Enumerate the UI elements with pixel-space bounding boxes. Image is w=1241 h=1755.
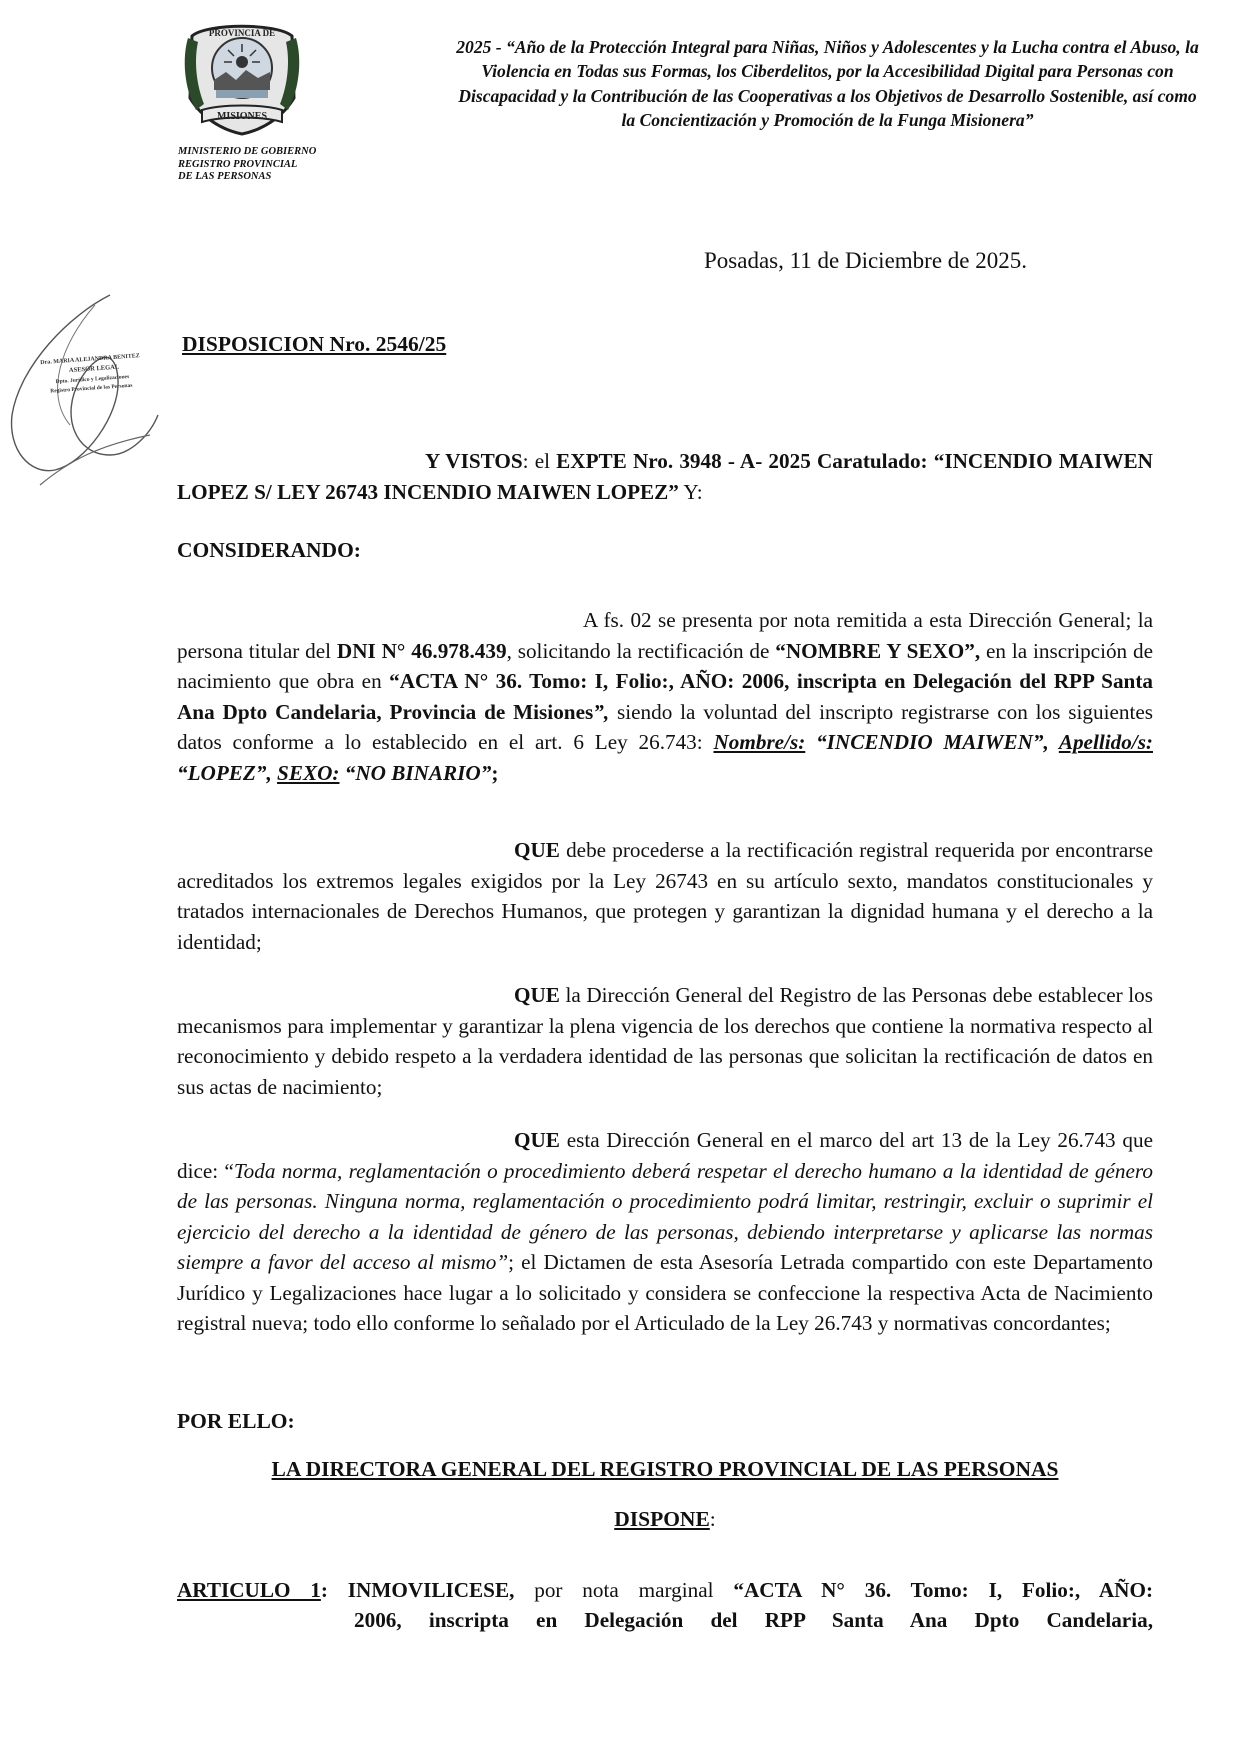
p3-text: la Dirección General del Registro de las Personas debe establecer los mecanismos para implementar y garantizar la plena vigencia de los derechos que contiene la normativa respecto al reconocimiento y debido respeto a la verdadera identidad de las personas que solicitan la rectificación de datos en sus actas de nacimiento; [177,983,1153,1099]
considerando-heading: CONSIDERANDO: [177,538,361,562]
articulo-1-colon: : [320,1578,348,1602]
paragraph-4 [177,1125,1153,1339]
p1-text-1: A fs. 02 se presenta por nota remitida a esta Dirección General; la persona titular del [177,608,1153,663]
signature-stamp [0,285,170,500]
p1-acta-end: ”, [593,699,610,724]
ministry-line-2: REGISTRO PROVINCIAL [178,158,298,170]
articulo-1-text: por nota marginal [514,1578,734,1602]
p2-text: debe procederse a la rectificación registral requerida por encontrarse acreditados los extremos legales exigidos por la Ley 26743 en su artículo sexto, mandatos constitucionales y tratados internacionales de Derechos Humanos, que protegen y garantizan la dignidad humana y el derecho a la identidad; [177,838,1153,954]
articulo-1-bold: INMOVILICESE, [347,1578,515,1602]
p4-text-2: ; el Dictamen de esta Asesoría Letrada compartido con este Departamento Jurídico y Legalizaciones hace lugar a lo solicitado y considera se confeccione la respectiva Acta de Nacimiento registral nueva; todo ello conforme lo señalado por el Articulado de la Ley 26.743 y normativas concordantes; [177,1250,1154,1335]
p1-apellido: “LOPEZ”, [177,760,278,785]
p4-quote: Toda norma, reglamentación o procedimiento deberá respetar el derecho humano a la identidad de género de las personas. Ninguna norma, reglamentación o procedimiento podrá limitar, restringir, excluir o suprimir el ejercicio del derecho a la identidad de género de las personas, debiendo interpretarse y aplicarse las normas siempre a favor del acceso al mismo” [177,1158,1153,1274]
year-motto: 2025 - “Año de la Protección Integral para Niñas, Niños y Adolescentes y la Lucha contra el Abuso, la Violencia en Todas sus Formas, los Ciberdelitos, por la Accesibilidad Digital para Personas con Discapacidad y la Contribución de las Cooperativas a los Objetivos de Desarrollo Sostenible, así como la Concientización y Promoción de la Funga Misionera” [456,37,1199,130]
p3-que: QUE [514,983,560,1007]
p1-nombre: “INCENDIO MAIWEN”, [805,730,1059,754]
ministry-line-3: DE LAS PERSONAS [178,171,272,182]
p1-nombre-label: Nombre/s: [713,730,806,754]
stamp-line-3: Dpto. Jurídico y Legalizaciones [55,373,130,386]
p1-bold-1: “NOMBRE Y SEXO”, [775,638,981,663]
dispone-word: DISPONE [614,1507,710,1531]
p4-text-1: esta Dirección General en el marco del art 13 de la Ley 26.743 que dice: “ [177,1128,1153,1183]
paragraph-2 [177,835,1153,957]
vistos-text-1: : el [522,449,557,473]
articulo-1-acta-line-1: “ACTA N° 36. Tomo: I, Folio:, AÑO: [733,1578,1154,1602]
p1-dni: DNI N° 46.978.439 [336,638,507,663]
vistos-expte: EXPTE Nro. 3948 - A- 2025 Caratulado: “INCENDIO MAIWEN LOPEZ S/ LEY 26743 INCENDIO MAIWEN LOPEZ” [177,449,1153,504]
document-date: Posadas, 11 de Diciembre de 2025. [704,248,1027,273]
articulo-1-label: ARTICULO 1 [177,1578,321,1602]
p2-que: QUE [514,838,560,862]
provincia-misiones-logo [182,18,302,136]
por-ello-heading: POR ELLO: [177,1409,295,1433]
articulo-1 [177,1575,1153,1606]
vistos-label: Y VISTOS [425,449,523,473]
logo-text-top: PROVINCIA DE [208,28,276,38]
p1-text-3: en la inscripción de nacimiento que obra en [177,638,1153,693]
disposition-title: DISPOSICION Nro. 2546/25 [182,332,447,356]
p1-sexo-label: SEXO: [277,760,340,785]
articulo-1-line-2: 2006, inscripta en Delegación del RPP Santa Ana Dpto Candelaria, [354,1608,1153,1632]
p1-text-2: , solicitando la rectificación de [506,638,776,663]
stamp-line-2: ASESOR LEGAL [68,363,120,375]
vistos-text-2: Y: [678,479,703,504]
p1-text-4: siendo la voluntad del inscripto registrarse con los siguientes datos conforme a lo establecido en el art. 6 Ley 26.743: [177,699,1154,754]
vistos-paragraph [177,446,1153,507]
p1-sexo: “NO BINARIO” [339,760,492,785]
p1-apellido-label: Apellido/s: [1058,730,1153,754]
p1-acta: “ACTA N° 36. Tomo: I, Folio:, AÑO: 2006, inscripta en Delegación del RPP Santa Ana Dpto Candelaria, Provincia de Misiones [177,669,1153,724]
p4-que: QUE [514,1128,560,1152]
directora-title: LA DIRECTORA GENERAL DEL REGISTRO PROVINCIAL DE LAS PERSONAS [271,1457,1059,1481]
dispone-title [177,1507,1153,1532]
stamp-line-4: Registro Provincial de las Personas [50,382,133,395]
paragraph-3 [177,980,1153,1102]
ministry-line-1: MINISTERIO DE GOBIERNO [178,146,317,157]
p1-end: ; [491,760,499,785]
stamp-line-1: Dra. MARIA ALEJANDRA BENITEZ [40,353,140,367]
dispone-colon: : [709,1507,716,1531]
paragraph-1 [177,605,1153,788]
logo-text-bottom: MISIONES [216,111,268,122]
ministry-header [178,146,316,184]
